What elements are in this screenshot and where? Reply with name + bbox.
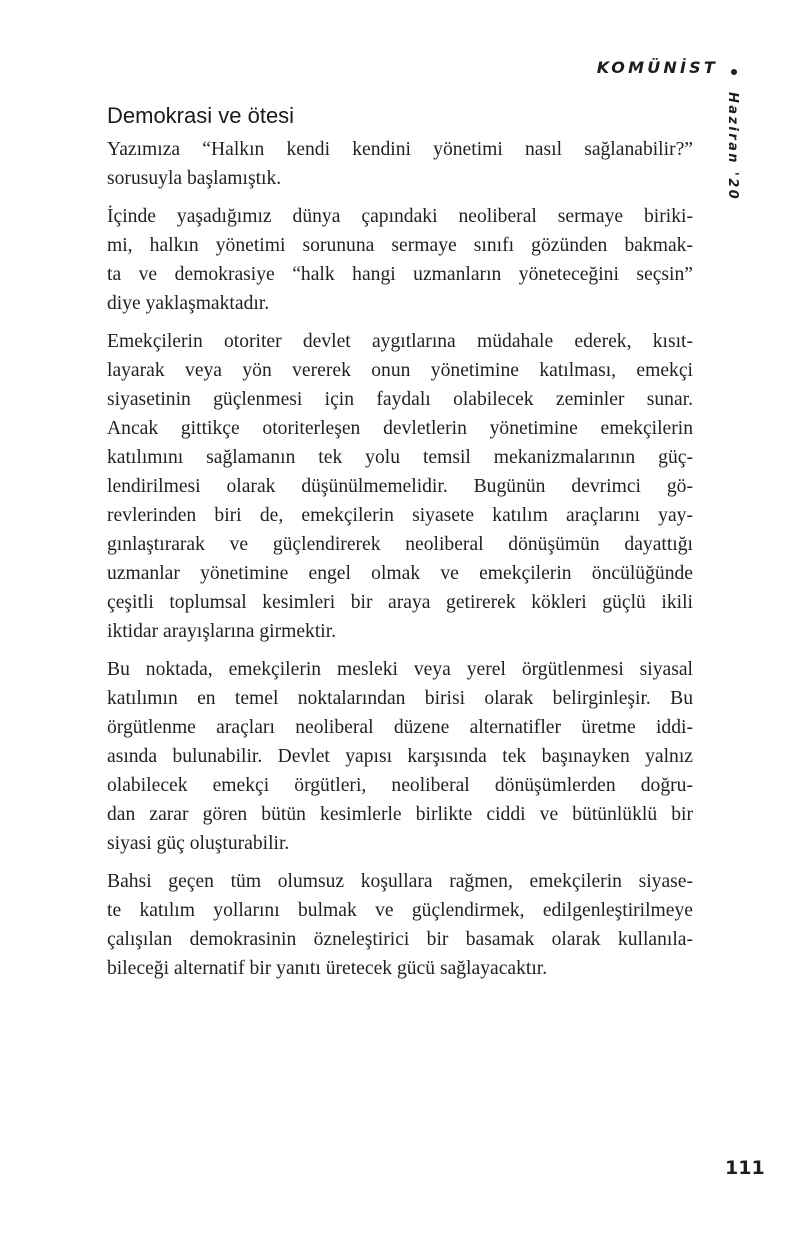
- paragraph-3: [107, 327, 693, 646]
- text-line: siyasetinin güçlenmesi için faydalı olabilecek zeminler sunar.: [107, 389, 693, 410]
- text-line: olabilecek emekçi örgütleri, neoliberal dönüşümlerden doğru-: [107, 775, 693, 796]
- text-line: Emekçilerin otoriter devlet aygıtlarına müdahale ederek, kısıt-: [107, 331, 693, 352]
- section-heading: Demokrasi ve ötesi: [107, 103, 295, 128]
- paragraph-2: [107, 202, 693, 318]
- text-line: dan zarar gören bütün kesimlerle birlikte ciddi ve bütünlüklü bir: [107, 804, 693, 825]
- text-line: diye yaklaşmaktadır.: [107, 293, 270, 314]
- text-line: örgütlenme araçları neoliberal düzene alternatifler üretme iddi-: [107, 717, 693, 738]
- text-line: layarak veya yön vererek onun yönetimine katılması, emekçi: [107, 360, 693, 381]
- magazine-brand: KOMÜNİST: [596, 58, 718, 77]
- text-line: Bu noktada, emekçilerin mesleki veya yerel örgütlenmesi siyasal: [107, 659, 693, 680]
- text-line: çeşitli toplumsal kesimleri bir araya getirerek kökleri güçlü ikili: [107, 592, 693, 613]
- text-line: Yazımıza “Halkın kendi kendini yönetimi nasıl sağlanabilir?”: [107, 139, 693, 160]
- text-line: uzmanlar yönetimine engel olmak ve emekçilerin öncülüğünde: [107, 563, 693, 584]
- paragraph-5: [107, 867, 693, 983]
- text-line: katılımın en temel noktalarından birisi olarak belirginleşir. Bu: [107, 688, 693, 709]
- article: [107, 100, 693, 992]
- issue-date: Haziran '20: [725, 92, 740, 202]
- text-line: ta ve demokrasiye “halk hangi uzmanların yöneteceğini seçsin”: [107, 264, 693, 285]
- text-line: Ancak gittikçe otoriterleşen devletlerin yönetimine emekçilerin: [107, 418, 693, 439]
- paragraph-1: [107, 135, 693, 193]
- text-line: iktidar arayışlarına girmektir.: [107, 621, 337, 642]
- bullet-dot-icon: [731, 69, 737, 75]
- text-line: mi, halkın yönetimi sorununa sermaye sınıfı gözünden bakmak-: [107, 235, 693, 256]
- page-number: 111: [725, 1157, 765, 1179]
- text-line: siyasi güç oluşturabilir.: [107, 833, 290, 854]
- text-line: bileceği alternatif bir yanıtı üretecek gücü sağlayacaktır.: [107, 958, 548, 979]
- text-line: katılımını sağlamanın tek yolu temsil mekanizmalarının güç-: [107, 447, 693, 468]
- text-line: te katılım yollarını bulmak ve güçlendirmek, edilgenleştirilmeye: [107, 900, 693, 921]
- text-line: lendirilmesi olarak düşünülmemelidir. Bugünün devrimci gö-: [107, 476, 693, 497]
- text-line: gınlaştırarak ve güçlendirerek neoliberal dönüşümün dayattığı: [107, 534, 693, 555]
- text-line: revlerinden biri de, emekçilerin siyasete katılım araçlarını yay-: [107, 505, 693, 526]
- text-line: asında bulunabilir. Devlet yapısı karşısında tek başınayken yalnız: [107, 746, 693, 767]
- text-line: sorusuyla başlamıştık.: [107, 168, 282, 189]
- text-line: İçinde yaşadığımız dünya çapındaki neoliberal sermaye biriki-: [107, 206, 693, 227]
- text-line: Bahsi geçen tüm olumsuz koşullara rağmen, emekçilerin siyase-: [107, 871, 693, 892]
- text-line: çalışılan demokrasinin özneleştirici bir basamak olarak kullanıla-: [107, 929, 693, 950]
- paragraph-4: [107, 655, 693, 858]
